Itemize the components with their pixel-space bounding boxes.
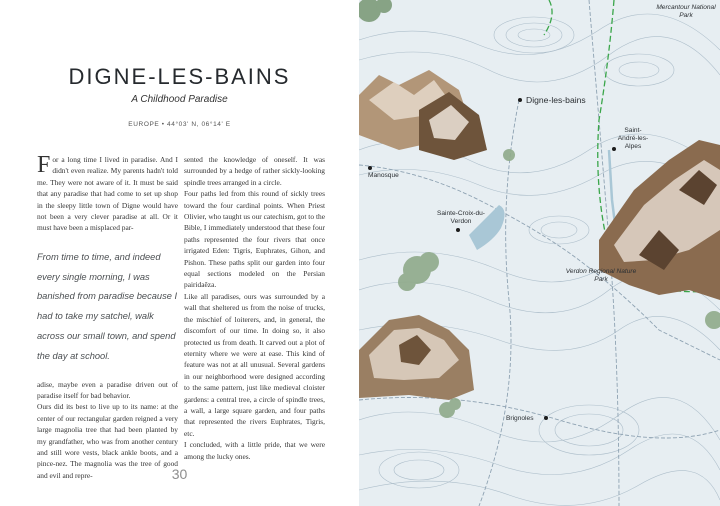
location-coordinates: EUROPE • 44°03' N, 06°14' E <box>128 121 231 128</box>
paragraph: I concluded, with a little pride, that we were among the lucky ones. <box>184 440 325 461</box>
label-mercantour: Mercantour National Park <box>656 4 716 19</box>
marker-sainte-croix <box>456 228 460 232</box>
paragraph-text: or a long time I lived in paradise. And I didn't even realize. My parents hadn't told me. They were not aware of it. It must be said that any paradise that had come to set up shop in the sleepy little town of Digne would have not been a very clever paradise at all. Or it must have been a misplaced par- <box>37 155 178 233</box>
marker-brignoles <box>544 416 548 420</box>
marker-saint-andre <box>612 147 616 151</box>
text-page <box>0 0 359 506</box>
paragraph: Like all paradises, ours was surrounded by a wall that sheltered us from the noise of trucks, the mischief of loiterers, and, in general, the discomfort of our time. In doing so, it also protected us from death. It carved out a plot of eternity where we were at ease. This kind of feature was not at all unusual. Several gardens in our neighborhood were designed according to the same pattern, just like medieval cloister gardens: a central tree, a circle of spindle trees, a wall, a large square garden, and four paths that represented the rivers Euphrates, Tigris, etc. <box>184 291 325 438</box>
paragraph: sented the knowledge of oneself. It was surrounded by a hedge of rather sickly-looking spindle trees arranged in a circle. <box>184 155 325 187</box>
opening-paragraph <box>37 154 178 234</box>
label-digne: Digne-les-bains <box>526 95 586 105</box>
chapter-title: DIGNE-LES-BAINS <box>68 64 291 89</box>
pull-quote: From time to time, and indeed every single morning, I was banished from paradise because I had to take my satchel, walk across our small town, and spend the day at school. <box>37 251 178 361</box>
marker-digne <box>518 98 522 102</box>
chapter-subtitle: A Childhood Paradise <box>131 94 228 105</box>
page-number: 30 <box>171 466 188 482</box>
label-brignoles: Brignoles <box>506 415 534 422</box>
paragraph: Four paths led from this round of sickly trees toward the four cardinal points. When Priest Olivier, who taught us our catechism, got to the Bible, I immediately understood that these four paths represented the four rivers that once irrigated Eden: Tigris, Euphrates, Gihon, and Pishon. These paths split our garden into four equal sections modeled on the Persian pairidaêza. <box>184 189 325 290</box>
paragraph: Ours did its best to live up to its name: at the center of our rectangular garden reigned a very large magnolia tree that had been planted by my grandfather, who was from another century and still wore vests, black ankle boots, and a pince-nez. The magnolia was the tree of good and evil and repre- <box>37 402 178 480</box>
text-column-2 <box>184 154 325 462</box>
illustrated-map <box>359 0 720 506</box>
map-artwork <box>359 0 720 506</box>
text-column-1 <box>37 154 178 481</box>
label-verdon-park: Verdon Regional Nature Park <box>565 268 637 283</box>
marker-manosque <box>368 166 372 170</box>
drop-cap: F <box>37 152 51 178</box>
label-manosque: Manosque <box>368 172 399 179</box>
label-sainte-croix: Sainte-Croix-du-Verdon <box>436 210 485 225</box>
label-saint-andre: Saint-André-les-Alpes <box>617 127 649 150</box>
paragraph: adise, maybe even a paradise driven out of paradise itself for bad behavior. <box>37 379 178 401</box>
